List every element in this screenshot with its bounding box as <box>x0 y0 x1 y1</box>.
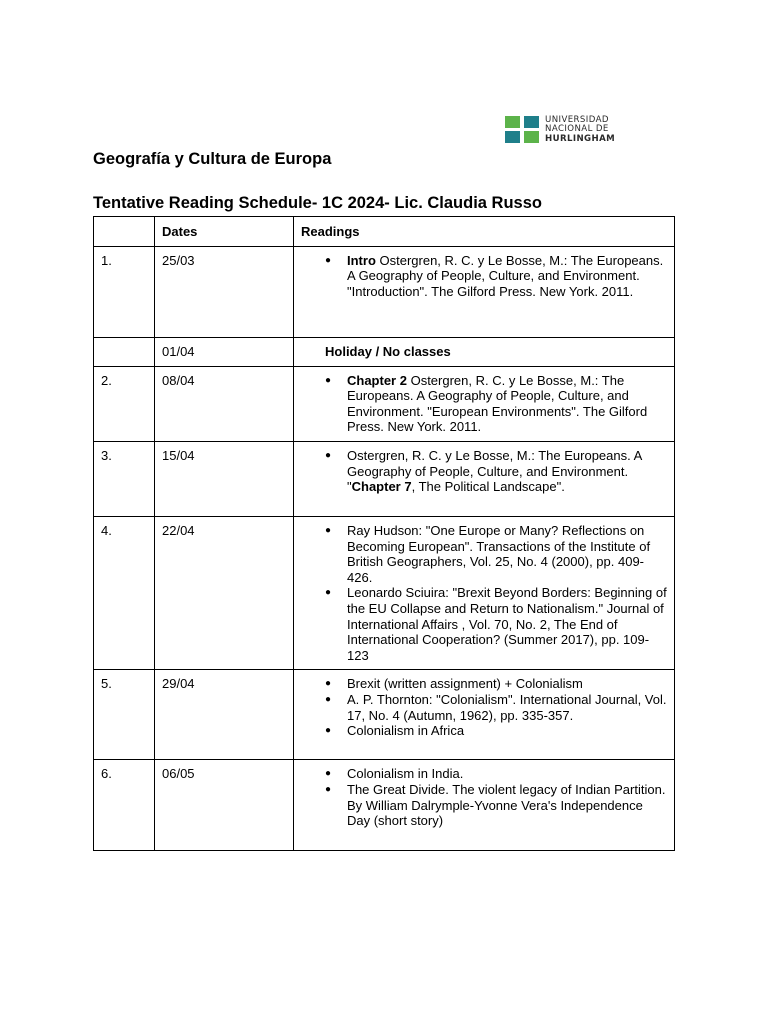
reading-item <box>347 448 667 495</box>
row-readings <box>294 337 675 366</box>
reading-item: ● Ray Hudson: "One Europe or Many? Reflections on Becoming European". Transactions of the Institute of British Geographers, Vol. 25, No. 4 (2000), pp. 409-426. <box>347 523 667 585</box>
university-logo-mark-icon <box>505 116 539 144</box>
reading-item <box>347 253 667 300</box>
reading-item: ● The Great Divide. The violent legacy of Indian Partition. By William Dalrymple-Yvonne Vera's Independence Day (short story) <box>347 782 667 829</box>
header-number <box>94 217 155 247</box>
university-logo-text <box>545 116 615 145</box>
row-date: 25/03 <box>155 246 294 337</box>
row-date: 06/05 <box>155 760 294 851</box>
university-logo <box>505 100 650 160</box>
reading-item <box>347 373 667 435</box>
table-row <box>94 441 675 516</box>
logo-line-2: NACIONAL DE <box>545 124 609 135</box>
table-row <box>94 516 675 669</box>
row-date: 08/04 <box>155 366 294 441</box>
table-row <box>94 366 675 441</box>
row-number: 6. <box>94 760 155 851</box>
reading-bold: Chapter 2 <box>347 372 407 388</box>
logo-line-1: UNIVERSIDAD <box>545 114 609 125</box>
row-readings <box>294 760 675 851</box>
table-header-row <box>94 217 675 247</box>
reading-item: ● A. P. Thornton: "Colonialism". International Journal, Vol. 17, No. 4 (Autumn, 1962), pp. 335-357. <box>347 692 667 723</box>
reading-bold: Intro <box>347 252 376 268</box>
row-number: 5. <box>94 670 155 760</box>
reading-text: Ostergren, R. C. y Le Bosse, M.: The Europeans. A Geography of People, Culture, and Environment. "Introduction". The Gilford Press. New York. 2011. <box>347 252 664 299</box>
row-number: 3. <box>94 441 155 516</box>
row-readings <box>294 246 675 337</box>
table-row <box>94 760 675 851</box>
row-readings <box>294 366 675 441</box>
schedule-title: Tentative Reading Schedule- 1C 2024- Lic. Claudia Russo <box>93 194 542 212</box>
reading-item: ● Colonialism in Africa <box>347 723 667 739</box>
reading-item: ● Colonialism in India. <box>347 766 667 782</box>
course-title: Geografía y Cultura de Europa <box>93 150 332 168</box>
reading-text: Ostergren, R. C. y Le Bosse, M.: The Europeans. A Geography of People, Culture, and Environment. "European Environments". The Gilford Press. New York. 2011. <box>347 372 648 435</box>
row-readings <box>294 441 675 516</box>
table-row-holiday <box>94 337 675 366</box>
row-readings <box>294 670 675 760</box>
row-date: 01/04 <box>155 337 294 366</box>
reading-schedule-table <box>93 216 675 851</box>
logo-line-3: HURLINGHAM <box>545 133 616 144</box>
reading-item: ● Leonardo Sciuira: "Brexit Beyond Borders: Beginning of the EU Collapse and Return to Nationalism." Journal of International Affairs , Vol. 70, No. 2, The End of International Cooperation? (Summer 2017), pp. 109-123 <box>347 585 667 663</box>
row-number: 4. <box>94 516 155 669</box>
reading-item: ● Brexit (written assignment) + Colonialism <box>347 676 667 692</box>
row-date: 29/04 <box>155 670 294 760</box>
row-date: 15/04 <box>155 441 294 516</box>
row-number: 1. <box>94 246 155 337</box>
row-date: 22/04 <box>155 516 294 669</box>
holiday-note: Holiday / No classes <box>325 343 451 359</box>
table-row <box>94 246 675 337</box>
row-number: 2. <box>94 366 155 441</box>
header-readings: Readings <box>294 217 675 247</box>
header-dates: Dates <box>155 217 294 247</box>
reading-text: , The Political Landscape". <box>411 479 565 495</box>
reading-bold: Chapter 7 <box>351 479 412 495</box>
row-readings <box>294 516 675 669</box>
table-row <box>94 670 675 760</box>
reading-text-pre: Ostergren, R. C. y Le Bosse, M.: The Europeans. A Geography of People, Culture, and Environment. " <box>347 447 642 495</box>
row-number <box>94 337 155 366</box>
